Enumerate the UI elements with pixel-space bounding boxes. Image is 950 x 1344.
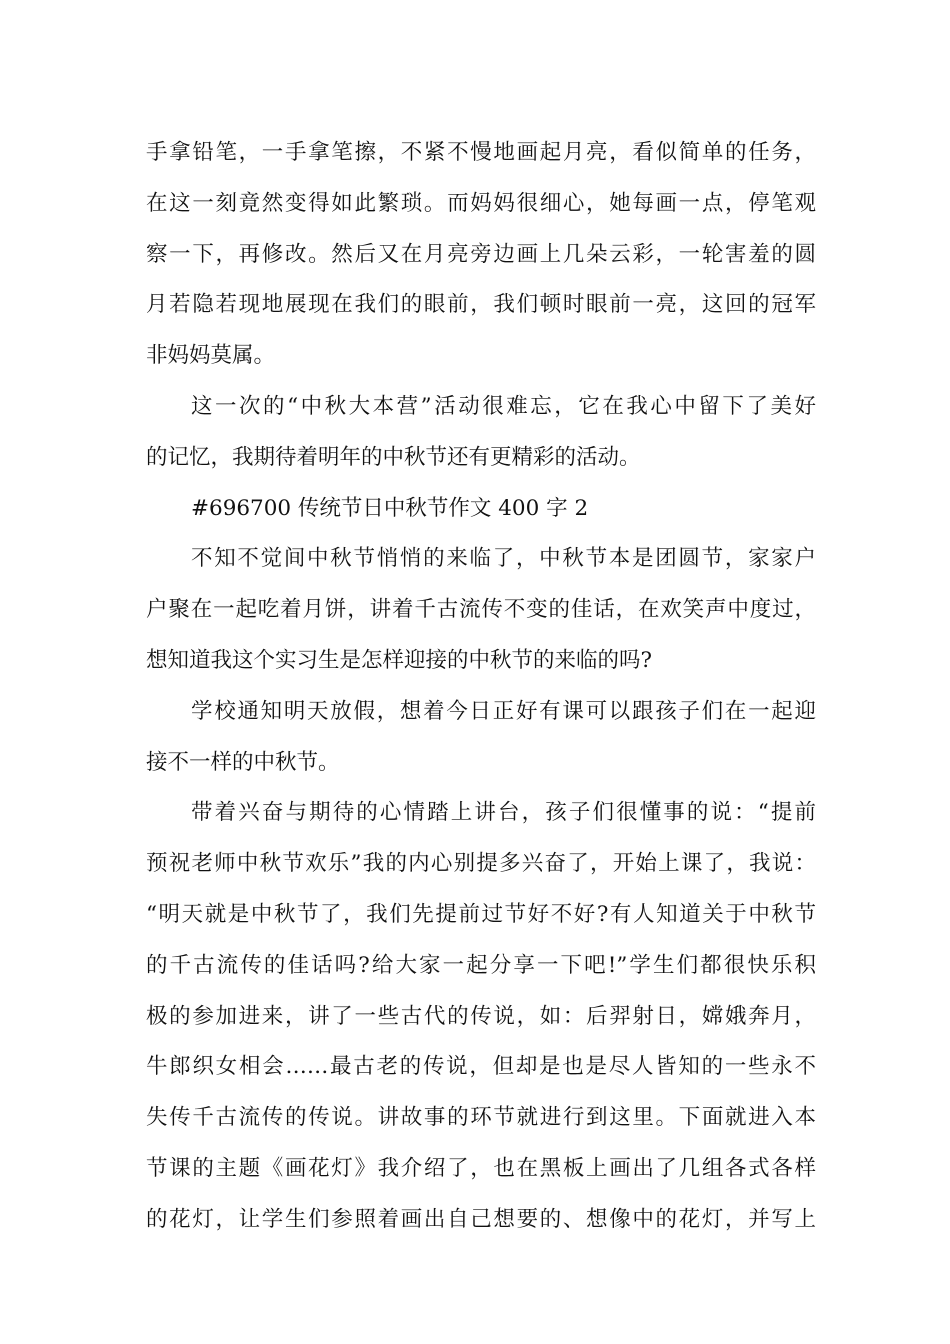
text-line: 牛郎织女相会……最古老的传说，但却是也是尽人皆知的一些永不 xyxy=(146,1054,816,1080)
text-line: 非妈妈莫属。 xyxy=(146,343,276,369)
text-line: 接不一样的中秋节。 xyxy=(146,749,340,775)
text-line: 在这一刻竟然变得如此繁琐。而妈妈很细心，她每画一点，停笔观 xyxy=(146,190,816,216)
text-line: 学校通知明天放假，想着今日正好有课可以跟孩子们在一起迎 xyxy=(191,698,816,724)
text-line: 的千古流传的佳话吗?给大家一起分享一下吧!”学生们都很快乐积 xyxy=(146,952,816,978)
document-body xyxy=(146,128,816,1246)
text-line: 的记忆，我期待着明年的中秋节还有更精彩的活动。 xyxy=(146,444,641,470)
text-line: 带着兴奋与期待的心情踏上讲台，孩子们很懂事的说：“提前 xyxy=(191,800,816,826)
text-line: 想知道我这个实习生是怎样迎接的中秋节的来临的吗? xyxy=(146,647,653,673)
text-line: 节课的主题《画花灯》我介绍了，也在黑板上画出了几组各式各样 xyxy=(146,1155,816,1181)
text-line: #696700 传统节日中秋节作文 400 字 2 xyxy=(191,495,589,521)
text-line: 不知不觉间中秋节悄悄的来临了，中秋节本是团圆节，家家户 xyxy=(191,546,816,572)
text-line: 失传千古流传的传说。讲故事的环节就进行到这里。下面就进入本 xyxy=(146,1105,816,1131)
text-line: 预祝老师中秋节欢乐”我的内心别提多兴奋了，开始上课了，我说： xyxy=(146,851,816,877)
text-line: 户聚在一起吃着月饼，讲着千古流传不变的佳话，在欢笑声中度过， xyxy=(146,597,816,623)
text-line: 这一次的“中秋大本营”活动很难忘，它在我心中留下了美好 xyxy=(191,393,816,419)
text-line: 极的参加进来，讲了一些古代的传说，如：后羿射日，嫦娥奔月， xyxy=(146,1003,816,1029)
text-line: 的花灯，让学生们参照着画出自己想要的、想像中的花灯，并写上 xyxy=(146,1206,816,1232)
text-line: 月若隐若现地展现在我们的眼前，我们顿时眼前一亮，这回的冠军 xyxy=(146,292,816,318)
text-line: 察一下，再修改。然后又在月亮旁边画上几朵云彩，一轮害羞的圆 xyxy=(146,241,816,267)
text-line: 手拿铅笔，一手拿笔擦，不紧不慢地画起月亮，看似简单的任务， xyxy=(146,140,816,165)
text-line: “明天就是中秋节了，我们先提前过节好不好?有人知道关于中秋节 xyxy=(146,901,816,927)
